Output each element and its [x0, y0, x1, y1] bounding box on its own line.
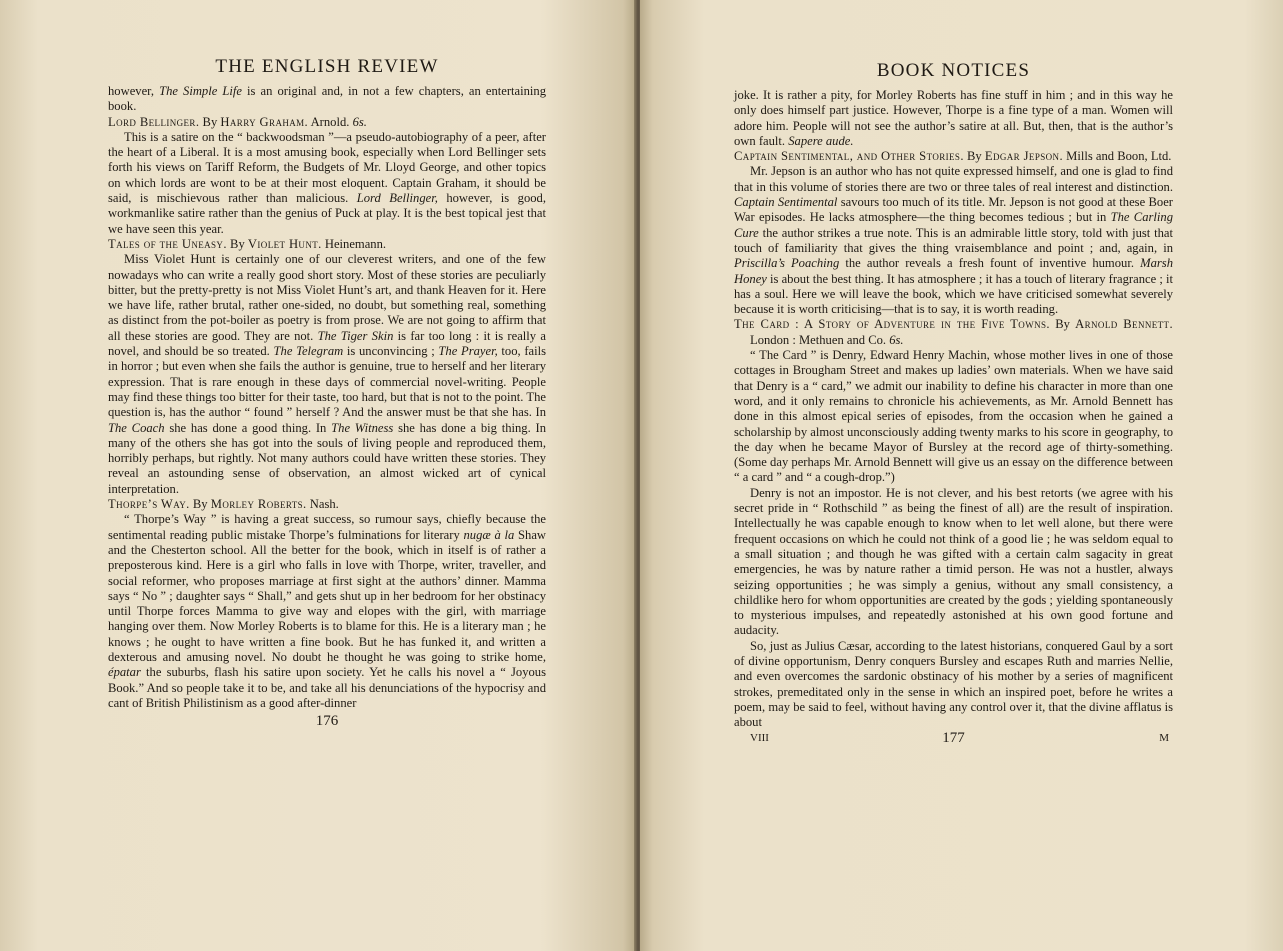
notice-body-lord-bellinger: This is a satire on the “ backwoodsman ”—a pseudo-autobiography of a peer, after the heart of a Liberal. It is a most amusing book, especially when Lord Bellinger sets forth his views on Tariff Reform, the Budgets of Mr. Lloyd George, and other topics on which lords are wont to be at their most eloquent. Captain Graham, it should be said, is mischievous rather than malicious. Lord Bellinger, however, is good, workmanlike satire rather than the genius of Puck at play. It is the best topical jest that we have seen this year.: [108, 129, 547, 236]
notice-heading-captain-sentimental: Captain Sentimental, and Other Stories. By Edgar Jepson. Mills and Boon, Ltd.: [734, 149, 1172, 164]
notice-body-the-card-2: Denry is not an impostor. He is not clever, and his best retorts (we agree with his secret pride in “ Rothschild ” as being the finest of all) are the result of inspiration. Intellectually he was capable enough to know when to let well alone, but there were frequent occasions on which he could not think of a good lie ; he was seldom equal to a small situation ; and though he was gifted with a certain calm sagacity in great emergencies, he was by nature rather a timid person. He was not a hustler, always seizing opportunities ; he was simply a genius, without any small consistency, a childlike hero for whom opportunities are created by the gods ; yielding spontaneously to mysterious impulses, and repeatedly astonished at his own good fortune and audacity.: [734, 485, 1173, 638]
notice-heading-the-card: The Card : A Story of Adventure in the Five Towns. By Arnold Bennett. London : Methuen and Co. 6s.: [734, 317, 1173, 347]
opening-paragraph-left: however, The Simple Life is an original and, in not a few chapters, an entertaining book.: [108, 84, 547, 114]
right-page: [640, 0, 1283, 951]
left-page-text: [108, 84, 546, 711]
left-page: [0, 0, 636, 951]
opening-paragraph-right: joke. It is rather a pity, for Morley Roberts has fine stuff in him ; and in this way he only does himself part justice. However, Thorpe is a fine type of a man. Women will adore him. People will not see the author’s satire at all. But, then, that is the author’s own fault. Sapere aude.: [734, 88, 1173, 148]
notice-body-the-card-1: “ The Card ” is Denry, Edward Henry Machin, whose mother lives in one of those cottages in Brougham Street and makes up ladies’ own materials. When we have said that Denry is a “ card,” we admit our inability to define his character in more than one word, and it only remains to chronicle his achievements, as Mr. Arnold Bennett has done in this almost epical series of episodes, from the occasion when he gained a scholarship by almost unconsciously adding twenty marks to his score in geography, to the day when he became Mayor of Bursley at the record age of thirty-something. (Some day perhaps Mr. Arnold Bennett will give us an essay on the difference between “ a card ” and “ a cough-drop.”): [734, 348, 1173, 485]
running-head-right: BOOK NOTICES: [876, 60, 1031, 81]
notice-body-captain-sentimental: Mr. Jepson is an author who has not quite expressed himself, and one is glad to find that in this volume of stories there are two or three tales of real interest and distinction. Captain Sentimental savours too much of its title. Mr. Jepson is not good at these Boer War episodes. He lacks atmosphere—the thing becomes tedious ; but in The Carling Cure the author strikes a true note. This is an admirable little story, told with just that touch of familiarity that gives the thing vraisemblance and point ; and, again, in Priscilla’s Poaching the author reveals a fresh fount of inventive humour. Marsh Honey is about the best thing. It has atmosphere ; it has a touch of literary fragrance ; it has a soul. Here we will leave the book, which we have criticised somewhat severely because it is worth criticising—that is to say, it is worth reading.: [734, 164, 1173, 317]
page-number-right: 177: [942, 730, 965, 747]
right-page-text: [734, 88, 1173, 730]
running-head-left: THE ENGLISH REVIEW: [215, 56, 439, 77]
notice-heading-thorpes-way: Thorpe’s Way. By Morley Roberts. Nash.: [108, 497, 339, 512]
notice-body-the-card-3: So, just as Julius Cæsar, according to the latest historians, conquered Gaul by a sort of divine opportunism, Denry conquers Bursley and escapes Ruth and marries Nellie, and even overcomes the sardonic obstinacy of his mother by a series of magnificent strokes, premeditated only in the sense in which an inspired poet, before he writes a poem, may be said to feel, without having any control over it, that the divine afflatus is about: [734, 638, 1173, 730]
notice-heading-lord-bellinger: Lord Bellinger. By Harry Graham. Arnold. 6s.: [108, 114, 367, 129]
right-page-footer: [734, 730, 1173, 748]
page-number-left: 176: [315, 713, 339, 730]
notice-body-tales-of-the-uneasy: Miss Violet Hunt is certainly one of our cleverest writers, and one of the few nowadays who can write a really good short story. Most of these stories are peculiarly bitter, but the pretty-pretty is not Miss Violet Hunt’s art, and thank Heaven for it. Here we have life, rather brutal, rather one-sided, no doubt, but something real, something as distinct from the pot-boiler as poetry is from prose. We are not going to affirm that all these stories are good. They are not. The Tiger Skin is far too long : it is really a novel, and should be so treated. The Telegram is unconvincing ; The Prayer, too, fails in horror ; but even when she fails the author is genuine, true to herself and her literary expression. That is rare enough in these days of commercial novel-writing. People may find these things too bitter for their taste, too hard, but that is not to the point. The question is, has the author “ found ” herself ? And the answer must be that she has. In The Coach she has done a good thing. In The Witness she has done a big thing. In many of the others she has got into the souls of living people and reproduced them, horribly perhaps, but rightly. Not many authors could have written these stories. They reveal an astounding sense of observation, an almost wicked art of cynical interpretation.: [108, 252, 547, 496]
signature-mark: VIII: [750, 732, 769, 745]
notice-heading-tales-of-the-uneasy: Tales of the Uneasy. By Violet Hunt. Heinemann.: [108, 236, 387, 251]
notice-body-thorpes-way: “ Thorpe’s Way ” is having a great success, so rumour says, chiefly because the sentimental reading public mistake Thorpe’s fulminations for literary nugæ à la Shaw and the Chesterton school. All the better for the book, which in itself is of rather a preposterous kind. Here is a girl who falls in love with Thorpe, writer, traveller, and social reformer, who proposes marriage at first sight at the authors’ dinner. Mamma says “ No ” ; daughter says “ Shall,” and gets shut up in her bedroom for her obstinacy until Thorpe forces Mamma to give way and elopes with the girl, with marriage hanging over them. Now Morley Roberts is to blame for this. He is a literary man ; he knows ; he ought to have written a fine book. But he has funked it, and written a dexterous and amusing novel. No doubt he thought he was going to strike home, épatar the suburbs, flash his satire upon society. Yet he calls his novel a “ Joyous Book.” And so people take it to be, and take all his denunciations of the hypocrisy and cant of British Philistinism as a good after-dinner: [108, 512, 547, 710]
signature-letter: M: [1159, 732, 1169, 745]
